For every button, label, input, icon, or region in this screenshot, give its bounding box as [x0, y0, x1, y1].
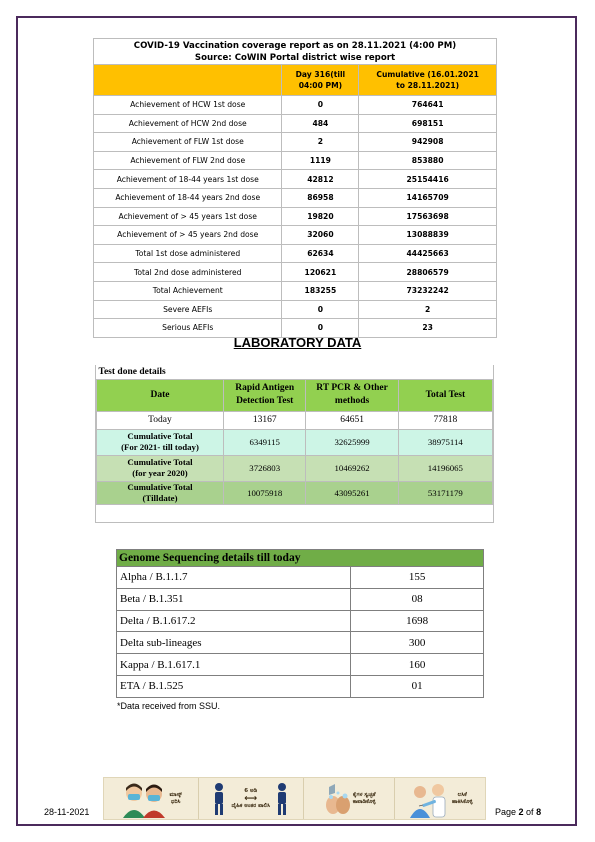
banner-mask-text-line2: ಧರಿಸಿ — [171, 798, 181, 805]
banner-mask-text — [170, 792, 182, 806]
genome-row-value: 1698 — [351, 610, 484, 632]
genome-row-label: Beta / B.1.351 — [117, 588, 351, 610]
banner-distance-text — [231, 788, 270, 810]
genome-row-value: 160 — [351, 654, 484, 676]
row-cumulative: 17563698 — [359, 207, 497, 226]
row-cumulative: 73232242 — [359, 281, 497, 300]
row-cumulative: 2 — [359, 300, 497, 319]
page-number — [495, 807, 541, 817]
banner-mask-text-line1: ಮಾಸ್ಕ್ — [169, 791, 182, 798]
row-label: Achievement of HCW 1st dose — [94, 96, 282, 115]
lab-row-label — [97, 481, 224, 504]
row-day: 2 — [282, 133, 359, 152]
row-label: Achievement of FLW 2nd dose — [94, 151, 282, 170]
banner-vaccine-segment — [395, 778, 485, 819]
table-row — [94, 114, 497, 133]
lab-row-label-line1: Cumulative Total — [127, 431, 193, 441]
lab-row-label: Today — [97, 411, 224, 429]
genome-row-label: ETA / B.1.525 — [117, 675, 351, 697]
page-number-mid: of — [523, 807, 537, 817]
lab-row-rapid: 10075918 — [223, 481, 305, 504]
genome-row-value: 300 — [351, 632, 484, 654]
row-label: Total 1st dose administered — [94, 244, 282, 263]
handwash-icon — [323, 781, 353, 817]
table-row — [94, 207, 497, 226]
banner-vaccine-text-line2: ಹಾಕಿಸಿಕೊಳ್ಳಿ — [451, 798, 473, 805]
banner-distance-text-line2: ದೈಹಿಕ ಅಂತರ ಪಾಲಿಸಿ — [231, 802, 270, 809]
page-number-total: 8 — [536, 807, 542, 817]
lab-row-label-line1: Cumulative Total — [127, 481, 193, 492]
row-cumulative: 942908 — [359, 133, 497, 152]
banner-vaccine-text-line1: ಲಸಿಕೆ — [457, 791, 467, 798]
lab-header-rtpcr-line2: methods — [334, 396, 370, 406]
lab-header-date: Date — [97, 379, 224, 411]
row-day: 0 — [282, 96, 359, 115]
banner-handwash-text-line1: ಕೈಗಳ ಸ್ವಚ್ಛತೆ — [352, 791, 376, 798]
genome-footnote: *Data received from SSU. — [117, 701, 221, 711]
banner-distance-text-line1: 6 ಅಡಿ — [244, 787, 258, 794]
table-row — [94, 244, 497, 263]
table-row — [94, 133, 497, 152]
row-cumulative: 44425663 — [359, 244, 497, 263]
row-label: Severe AEFIs — [94, 300, 282, 319]
row-label: Total 2nd dose administered — [94, 263, 282, 282]
banner-handwash-segment — [304, 778, 396, 819]
lab-row-total: 77818 — [398, 411, 492, 429]
genome-row-value: 155 — [351, 567, 484, 589]
row-day: 32060 — [282, 226, 359, 245]
lab-row-rtpcr: 10469262 — [306, 455, 398, 481]
table-row — [117, 654, 484, 676]
row-day: 86958 — [282, 188, 359, 207]
genome-row-label: Alpha / B.1.1.7 — [117, 567, 351, 589]
lab-row-rtpcr: 64651 — [306, 411, 398, 429]
header-cumulative-line1: Cumulative (16.01.2021 — [376, 70, 479, 79]
table-row — [94, 170, 497, 189]
genome-row-value: 08 — [351, 588, 484, 610]
row-cumulative: 853880 — [359, 151, 497, 170]
table-row — [117, 675, 484, 697]
row-label: Serious AEFIs — [94, 319, 282, 338]
table-row — [94, 188, 497, 207]
row-day: 1119 — [282, 151, 359, 170]
vaccination-header-blank — [94, 65, 282, 96]
table-row — [97, 455, 493, 481]
table-row — [117, 567, 484, 589]
genome-row-value: 01 — [351, 675, 484, 697]
masked-people-icon — [120, 780, 170, 818]
header-day-line1: Day 316(till — [295, 70, 346, 79]
row-cumulative: 25154416 — [359, 170, 497, 189]
lab-row-label-line2: (For 2021- till today) — [121, 442, 199, 452]
lab-header-rtpcr-line1: RT PCR & Other — [316, 383, 388, 393]
row-cumulative: 14165709 — [359, 188, 497, 207]
lab-row-rapid: 3726803 — [223, 455, 305, 481]
banner-vaccine-text — [452, 792, 473, 806]
row-label: Achievement of FLW 1st dose — [94, 133, 282, 152]
lab-header-rtpcr — [306, 379, 398, 411]
row-cumulative: 13088839 — [359, 226, 497, 245]
lab-header-rapid-line2: Detection Test — [236, 396, 294, 406]
table-row — [97, 429, 493, 455]
lab-row-rapid: 6349115 — [223, 429, 305, 455]
row-label: Achievement of > 45 years 1st dose — [94, 207, 282, 226]
lab-table — [96, 365, 493, 505]
table-row — [94, 281, 497, 300]
row-day: 62634 — [282, 244, 359, 263]
vaccination-title-line1: COVID-19 Vaccination coverage report as on 28.11.2021 (4:00 PM) — [133, 40, 457, 51]
row-cumulative: 698151 — [359, 114, 497, 133]
vaccination-title — [94, 39, 497, 65]
banner-handwash-text — [353, 792, 376, 806]
row-label: Achievement of HCW 2nd dose — [94, 114, 282, 133]
distance-arrow-icon: ⟷ — [244, 793, 258, 804]
covid-awareness-banner — [103, 777, 486, 820]
lab-row-total: 14196065 — [398, 455, 492, 481]
lab-row-label — [97, 429, 224, 455]
row-day: 19820 — [282, 207, 359, 226]
row-label: Total Achievement — [94, 281, 282, 300]
row-day: 484 — [282, 114, 359, 133]
row-cumulative: 23 — [359, 319, 497, 338]
row-label: Achievement of 18-44 years 1st dose — [94, 170, 282, 189]
lab-table-container — [95, 365, 494, 523]
lab-caption: Test done details — [97, 365, 493, 379]
vaccination-header-cumulative — [359, 65, 497, 96]
table-row — [94, 300, 497, 319]
banner-handwash-text-line2: ಕಾಪಾಡಿಕೊಳ್ಳಿ — [352, 798, 376, 805]
genome-row-label: Delta / B.1.617.2 — [117, 610, 351, 632]
row-label: Achievement of 18-44 years 2nd dose — [94, 188, 282, 207]
row-label: Achievement of > 45 years 2nd dose — [94, 226, 282, 245]
banner-distance-segment — [199, 778, 304, 819]
row-day: 0 — [282, 300, 359, 319]
table-row — [94, 263, 497, 282]
banner-mask-segment — [104, 778, 199, 819]
row-day: 183255 — [282, 281, 359, 300]
row-day: 42812 — [282, 170, 359, 189]
table-row — [117, 632, 484, 654]
genome-row-label: Kappa / B.1.617.1 — [117, 654, 351, 676]
row-cumulative: 28806579 — [359, 263, 497, 282]
vaccination-icon — [408, 780, 452, 818]
vaccination-title-line2: Source: CoWIN Portal district wise report — [194, 52, 396, 63]
lab-row-rtpcr: 43095261 — [306, 481, 398, 504]
lab-heading: LABORATORY DATA — [233, 335, 362, 350]
table-row — [94, 96, 497, 115]
lab-row-rtpcr: 32625999 — [306, 429, 398, 455]
lab-header-total: Total Test — [398, 379, 492, 411]
page-number-prefix: Page — [495, 807, 519, 817]
lab-row-label-line2: (Tilldate) — [142, 492, 178, 503]
row-day: 0 — [282, 319, 359, 338]
lab-row-label — [97, 455, 224, 481]
lab-row-total: 38975114 — [398, 429, 492, 455]
table-row — [117, 588, 484, 610]
lab-row-total: 53171179 — [398, 481, 492, 504]
genome-row-label: Delta sub-lineages — [117, 632, 351, 654]
footer-date: 28-11-2021 — [44, 807, 90, 817]
genome-header: Genome Sequencing details till today — [117, 550, 484, 567]
person-icon — [211, 782, 227, 816]
table-row — [94, 151, 497, 170]
lab-row-rapid: 13167 — [223, 411, 305, 429]
genome-table — [116, 549, 484, 698]
table-row — [97, 411, 493, 429]
person-icon — [274, 782, 290, 816]
table-row — [94, 226, 497, 245]
row-cumulative: 764641 — [359, 96, 497, 115]
page-number-current: 2 — [518, 807, 524, 817]
header-cumulative-line2: to 28.11.2021) — [396, 81, 460, 90]
table-row — [97, 481, 493, 504]
vaccination-table — [93, 38, 497, 338]
lab-row-label-line1: Cumulative Total — [127, 457, 193, 467]
lab-header-rapid — [223, 379, 305, 411]
header-day-line2: 04:00 PM) — [298, 81, 343, 90]
vaccination-header-day — [282, 65, 359, 96]
lab-row-label-line2: (for year 2020) — [132, 468, 188, 478]
row-day: 120621 — [282, 263, 359, 282]
lab-header-rapid-line1: Rapid Antigen — [235, 383, 295, 393]
table-row — [117, 610, 484, 632]
